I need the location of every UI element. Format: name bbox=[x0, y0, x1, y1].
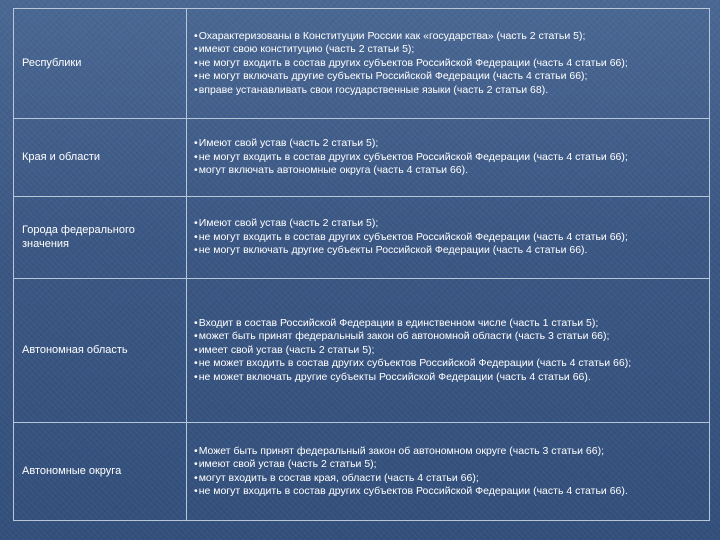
list-item: • не могут включать другие субъекты Российской Федерации (часть 4 статьи 66); bbox=[194, 70, 703, 84]
subjects-table bbox=[13, 8, 710, 521]
table-row bbox=[14, 119, 710, 197]
table-row bbox=[14, 9, 710, 119]
list-item: • Имеют свой устав (часть 2 статьи 5); bbox=[194, 217, 703, 231]
list-item: • не может входить в состав других субъектов Российской Федерации (часть 4 статьи 66); bbox=[194, 357, 703, 371]
list-item: • не могут входить в состав других субъектов Российской Федерации (часть 4 статьи 66). bbox=[194, 485, 703, 499]
row-name: Республики bbox=[14, 9, 187, 119]
list-item: • не может включать другие субъекты Российской Федерации (часть 4 статьи 66). bbox=[194, 371, 703, 385]
table-row bbox=[14, 279, 710, 423]
list-item: • Может быть принят федеральный закон об автономном округе (часть 3 статьи 66); bbox=[194, 445, 703, 459]
row-name: Края и области bbox=[14, 119, 187, 197]
row-description bbox=[187, 279, 710, 423]
table-row bbox=[14, 197, 710, 279]
row-name: Автономные округа bbox=[14, 423, 187, 521]
list-item: • не могут включать другие субъекты Российской Федерации (часть 4 статьи 66). bbox=[194, 244, 703, 258]
row-name: Автономная область bbox=[14, 279, 187, 423]
list-item: • может быть принят федеральный закон об автономной области (часть 3 статьи 66); bbox=[194, 330, 703, 344]
row-description bbox=[187, 9, 710, 119]
list-item: • Имеют свой устав (часть 2 статьи 5); bbox=[194, 137, 703, 151]
list-item: • Входит в состав Российской Федерации в единственном числе (часть 1 статьи 5); bbox=[194, 317, 703, 331]
list-item: • могут входить в состав края, области (часть 4 статьи 66); bbox=[194, 472, 703, 486]
list-item: • имеет свой устав (часть 2 статьи 5); bbox=[194, 344, 703, 358]
list-item: • имеют свою конституцию (часть 2 статьи 5); bbox=[194, 43, 703, 57]
table-row bbox=[14, 423, 710, 521]
row-description bbox=[187, 423, 710, 521]
list-item: • имеют свой устав (часть 2 статьи 5); bbox=[194, 458, 703, 472]
list-item: • вправе устанавливать свои государственные языки (часть 2 статьи 68). bbox=[194, 84, 703, 98]
row-description bbox=[187, 119, 710, 197]
list-item: • могут включать автономные округа (часть 4 статьи 66). bbox=[194, 164, 703, 178]
list-item: • Охарактеризованы в Конституции России как «государства» (часть 2 статьи 5); bbox=[194, 30, 703, 44]
row-name: Города федерального значения bbox=[14, 197, 187, 279]
list-item: • не могут входить в состав других субъектов Российской Федерации (часть 4 статьи 66); bbox=[194, 231, 703, 245]
list-item: • не могут входить в состав других субъектов Российской Федерации (часть 4 статьи 66); bbox=[194, 151, 703, 165]
row-description bbox=[187, 197, 710, 279]
list-item: • не могут входить в состав других субъектов Российской Федерации (часть 4 статьи 66); bbox=[194, 57, 703, 71]
